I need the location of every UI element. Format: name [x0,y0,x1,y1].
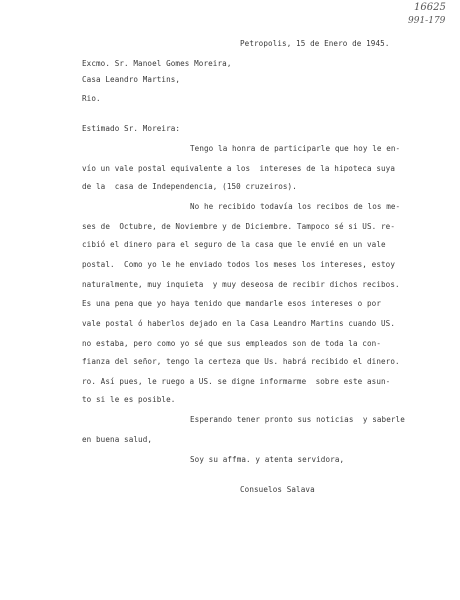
body-line: de la casa de Independencia, (150 cruzeiros). [82,182,297,191]
body-line: ro. Así pues, le ruego a US. se digne informarme sobre este asun- [82,377,391,386]
body-line: postal. Como yo le he enviado todos los meses los intereses, estoy [82,260,396,269]
body-line: Es una pena que yo haya tenido que mandarle esos intereses o por [82,299,381,308]
body-line: No he recibido todavía los recibos de los me- [190,202,401,211]
signature-name: Consuelos Salava [240,485,315,494]
body-line: naturalmente, muy inquieta y muy deseosa de recibir dichos recibos. [82,280,400,289]
recipient-line-2: Casa Leandro Martins, [82,75,181,84]
body-line: vale postal ó haberlos dejado en la Casa Leandro Martins cuando US. [82,319,396,328]
body-line: fianza del señor, tengo la certeza que Us. habrá recibido el dinero. [82,357,400,366]
salutation: Estimado Sr. Moreira: [82,124,181,133]
body-line: Tengo la honra de participarle que hoy le en- [190,144,401,153]
archive-reference: 991-179 [408,16,446,26]
recipient-line-3: Rio. [82,94,101,103]
body-line: to si le es posible. [82,395,176,404]
body-line: Esperando tener pronto sus noticias y saberle [190,415,405,424]
body-line: en buena salud, [82,435,153,444]
closing: Soy su affma. y atenta servidora, [190,455,345,464]
body-line: vío un vale postal equivalente a los intereses de la hipoteca suya [82,164,396,173]
body-line: cibió el dinero para el seguro de la casa que le envié en un vale [82,240,386,249]
body-line: ses de Octubre, de Noviembre y de Diciembre. Tampoco sé si US. re- [82,222,396,231]
dateline: Petropolis, 15 de Enero de 1945. [240,39,390,48]
body-line: no estaba, pero como yo sé que sus empleados son de toda la con- [82,339,381,348]
archive-number: 16625 [414,2,446,13]
recipient-line-1: Excmo. Sr. Manoel Gomes Moreira, [82,59,232,68]
